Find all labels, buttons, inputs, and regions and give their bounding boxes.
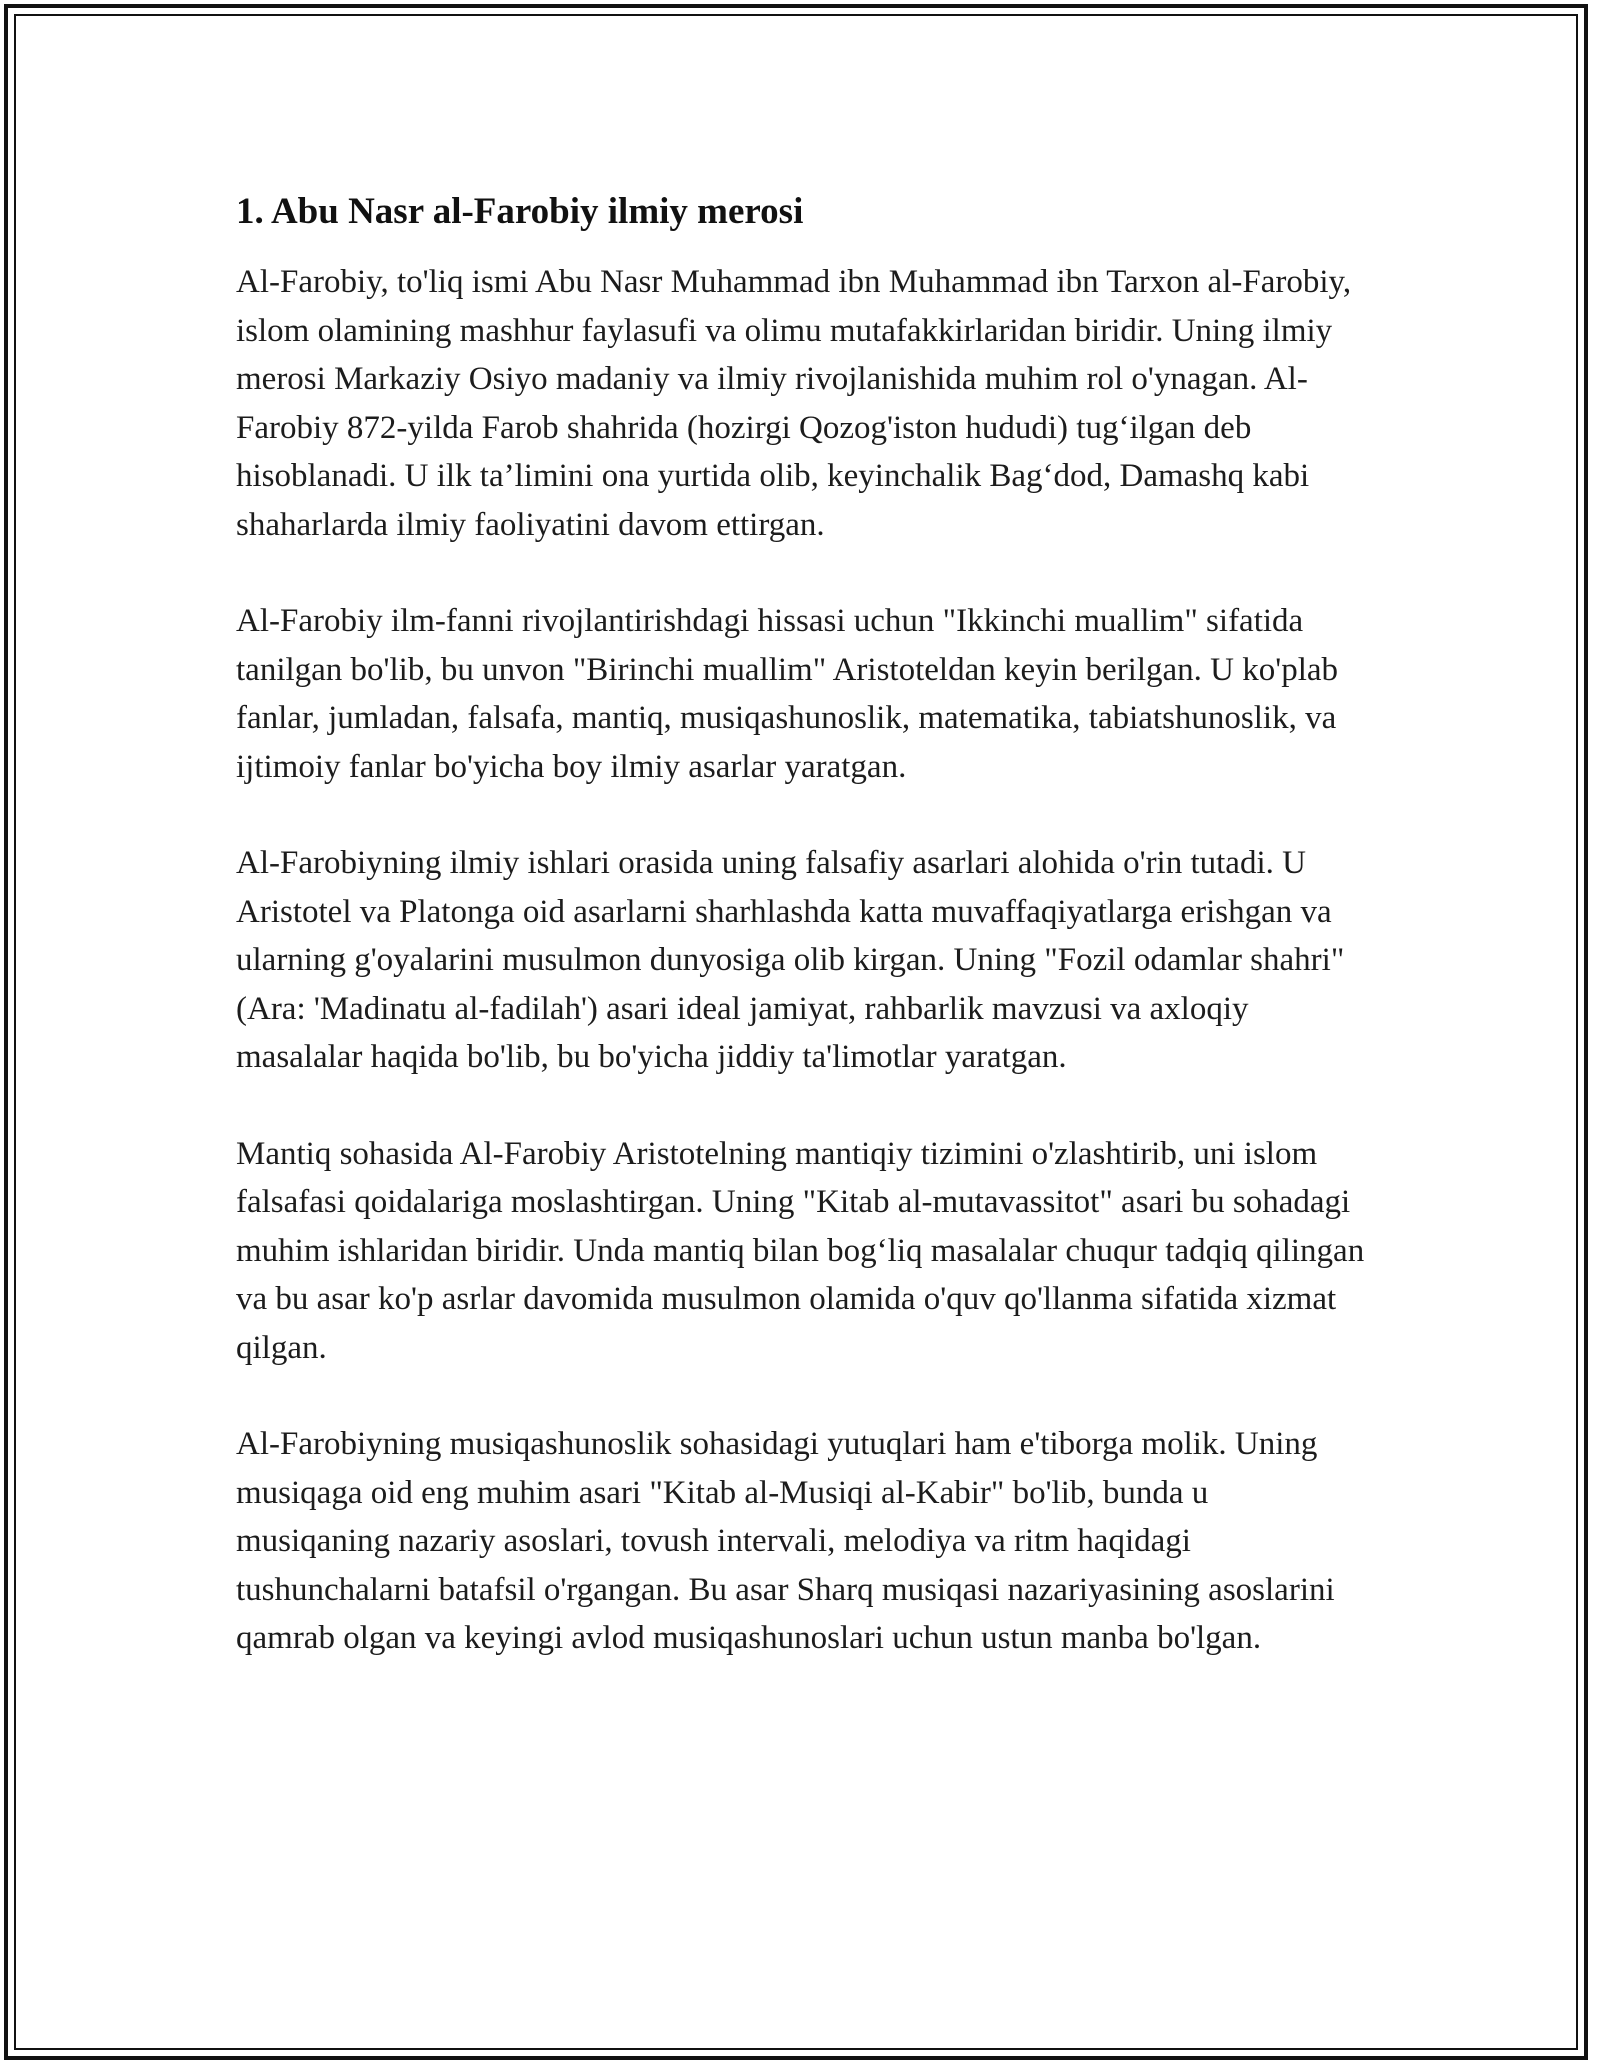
paragraph-biography: Al-Farobiy, to'liq ismi Abu Nasr Muhammad ibn Muhammad ibn Tarxon al-Farobiy, islom olamining mashhur faylasufi va olimu mutafakkirlaridan biridir. Uning ilmiy merosi Markaziy Osiyo madaniy va ilmiy rivojlanishida muhim rol o'ynagan. Al-Farobiy 872-yilda Farob shahrida (hozirgi Qozog'iston hududi) tug‘ilgan deb hisoblanadi. U ilk ta’limini ona yurtida olib, keyinchalik Bag‘dod, Damashq kabi shaharlarda ilmiy faoliyatini davom ettirgan. bbox=[236, 264, 1352, 543]
paragraph-logic: Mantiq sohasida Al-Farobiy Aristotelning mantiqiy tizimini o'zlashtirib, uni islom falsafasi qoidalariga moslashtirgan. Uning "Kitab al-mutavassitot" asari bu sohadagi muhim ishlaridan biridir. Unda mantiq bilan bog‘liq masalalar chuqur tadqiq qilingan va bu asar ko'p asrlar davomida musulmon olamida o'quv qo'llanma sifatida xizmat qilgan. bbox=[236, 1135, 1365, 1366]
section-heading: 1. Abu Nasr al-Farobiy ilmiy merosi bbox=[236, 191, 804, 232]
paragraph-philosophy: Al-Farobiyning ilmiy ishlari orasida uning falsafiy asarlari alohida o'rin tutadi. U Aristotel va Platonga oid asarlarni sharhlashda katta muvaffaqiyatlarga erishgan va ularning g'oyalarini musulmon dunyosiga olib kirgan. Uning "Fozil odamlar shahri" (Ara: 'Madinatu al-fadilah') asari ideal jamiyat, rahbarlik mavzusi va axloqiy masalalar haqida bo'lib, bu bo'yicha jiddiy ta'limotlar yaratgan. bbox=[236, 845, 1345, 1075]
paragraph-second-teacher: Al-Farobiy ilm-fanni rivojlantirishdagi hissasi uchun "Ikkinchi muallim" sifatida tanilgan bo'lib, bu unvon "Birinchi muallim" Aristoteldan keyin berilgan. U ko'plab fanlar, jumladan, falsafa, mantiq, musiqashunoslik, matematika, tabiatshunoslik, va ijtimoiy fanlar bo'yicha boy ilmiy asarlar yaratgan. bbox=[236, 603, 1339, 785]
document-body bbox=[236, 188, 1366, 1663]
paragraph-music: Al-Farobiyning musiqashunoslik sohasidagi yutuqlari ham e'tiborga molik. Uning musiqaga oid eng muhim asari "Kitab al-Musiqi al-Kabir" bo'lib, bunda u musiqaning nazariy asoslari, tovush intervali, melodiya va ritm haqidagi tushunchalarni batafsil o'rgangan. Bu asar Sharq musiqasi nazariyasining asoslarini qamrab olgan va keyingi avlod musiqashunoslari uchun ustun manba bo'lgan. bbox=[236, 1426, 1335, 1656]
